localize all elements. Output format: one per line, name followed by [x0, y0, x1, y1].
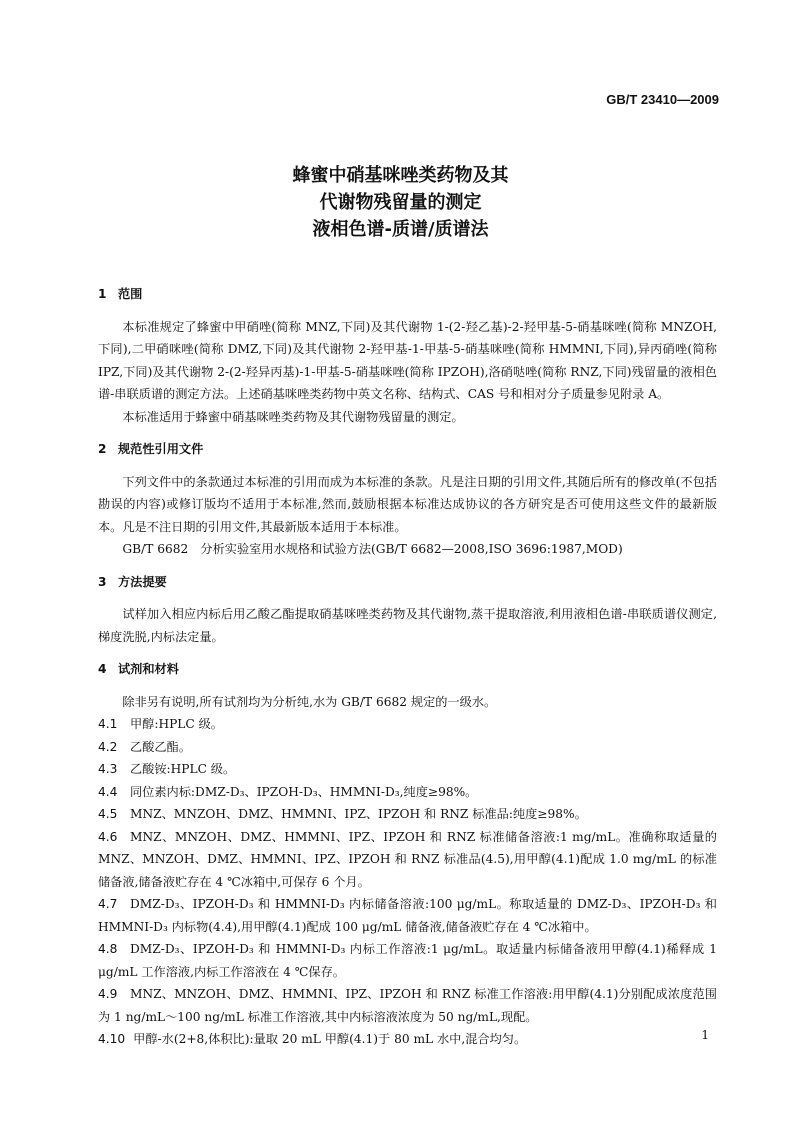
section-3-paragraph-1: 试样加入相应内标后用乙酸乙酯提取硝基咪唑类药物及其代谢物,蒸干提取溶液,利用液相色谱-串联质谱仪测定,梯度洗脱,内标法定量。	[98, 607, 717, 644]
section-title: 方法提要	[118, 574, 167, 589]
section-2-reference: GB/T 6682 分析实验室用水规格和试验方法(GB/T 6682—2008,ISO 3696:1987,MOD)	[122, 542, 623, 556]
section-3-heading	[98, 571, 717, 594]
clause-text: MNZ、MNZOH、DMZ、HMMNI、IPZ、IPZOH 和 RNZ 标准品:纯度≥98%。	[130, 807, 587, 821]
section-2-paragraph-1: 下列文件中的条款通过本标准的引用而成为本标准的条款。凡是注日期的引用文件,其随后所有的修改单(不包括勘误的内容)或修订版均不适用于本标准,然而,鼓励根据本标准达成协议的各方研究是否可使用这些文件的最新版本。凡是不注日期的引用文件,其最新版本适用于本标准。	[98, 474, 717, 534]
title-line-2: 代谢物残留量的测定	[319, 192, 482, 213]
page-number: 1	[701, 1028, 709, 1042]
section-number: 1	[98, 287, 107, 301]
clause-4-10	[98, 1028, 717, 1051]
clause-text: 甲醇:HPLC 级。	[130, 717, 223, 731]
clause-number: 4.5	[98, 807, 118, 821]
section-number: 2	[98, 442, 107, 456]
clause-text: MNZ、MNZOH、DMZ、HMMNI、IPZ、IPZOH 和 RNZ 标准工作溶液:用甲醇(4.1)分别配成浓度范围为 1 ng/mL～100 ng/mL 标准工作溶液,其中内标溶液浓度为 50 ng/mL,现配。	[98, 987, 717, 1024]
clause-number: 4.1	[98, 717, 118, 731]
clause-number: 4.6	[98, 829, 118, 844]
clause-text: 乙酸铵:HPLC 级。	[130, 762, 236, 776]
clause-text: 甲醇-水(2+8,体积比):量取 20 mL 甲醇(4.1)于 80 mL 水中,混合均匀。	[133, 1032, 527, 1046]
section-1-paragraph-1: 本标准规定了蜂蜜中甲硝唑(简称 MNZ,下同)及其代谢物 1-(2-羟乙基)-2-羟甲基-5-硝基咪唑(简称 MNZOH,下同),二甲硝咪唑(简称 DMZ,下同)及其代谢物 2-羟甲基-1-甲基-5-硝基咪唑(简称 HMMNI,下同),异丙硝唑(简称 IPZ,下同)及其代谢物 2-(2-羟异丙基)-1-甲基-5-硝基咪唑(简称 IPZOH),洛硝哒唑(简称 RNZ,下同)残留量的液相色谱-串联质谱的测定方法。上述硝基咪唑类药物中英文名称、结构式、CAS 号和相对分子质量参见附录 A。	[98, 319, 717, 401]
clause-4-7	[98, 893, 717, 938]
clause-4-6	[98, 826, 717, 894]
clause-number: 4.8	[98, 942, 118, 956]
document-body	[98, 283, 717, 1051]
section-title: 规范性引用文件	[118, 442, 204, 456]
section-4-heading	[98, 658, 717, 681]
clause-text: 乙酸乙酯。	[130, 739, 191, 754]
clause-number: 4.3	[98, 762, 118, 776]
clause-text: MNZ、MNZOH、DMZ、HMMNI、IPZ、IPZOH 和 RNZ 标准储备溶液:1 mg/mL。准确称取适量的 MNZ、MNZOH、DMZ、HMMNI、IPZ、IPZOH 和 RNZ 标准品(4.5),用甲醇(4.1)配成 1.0 mg/mL 的标准储备液,储备液贮存在 4 ℃冰箱中,可保存 6 个月。	[98, 829, 717, 889]
clause-number: 4.2	[98, 739, 118, 754]
section-2-heading	[98, 438, 717, 461]
document-title	[0, 162, 801, 243]
section-number: 3	[98, 574, 107, 589]
clause-4-5	[98, 803, 717, 826]
section-title: 范围	[118, 287, 143, 301]
section-number: 4	[98, 662, 107, 676]
clause-4-2	[98, 736, 717, 759]
section-title: 试剂和材料	[118, 662, 179, 676]
clause-number: 4.9	[98, 987, 118, 1001]
clause-number: 4.4	[98, 784, 118, 799]
clause-4-3	[98, 758, 717, 781]
clause-number: 4.10	[98, 1032, 126, 1046]
clause-4-1	[98, 713, 717, 736]
clause-text: 同位素内标:DMZ-D₃、IPZOH-D₃、HMMNI-D₃,纯度≥98%。	[130, 784, 478, 799]
clause-number: 4.7	[98, 897, 118, 911]
section-1-heading	[98, 283, 717, 306]
clause-text: DMZ-D₃、IPZOH-D₃ 和 HMMNI-D₃ 内标储备溶液:100 μg/mL。称取适量的 DMZ-D₃、IPZOH-D₃ 和 HMMNI-D₃ 内标物(4.4),用甲醇(4.1)配成 100 μg/mL 储备液,储备液贮存在 4 ℃冰箱中。	[98, 897, 717, 934]
standard-code: GB/T 23410—2009	[606, 92, 719, 107]
clause-4-9	[98, 983, 717, 1028]
title-line-3: 液相色谱-质谱/质谱法	[312, 219, 489, 240]
clause-4-4	[98, 781, 717, 804]
section-1-paragraph-2: 本标准适用于蜂蜜中硝基咪唑类药物及其代谢物残留量的测定。	[122, 409, 464, 424]
clause-4-8	[98, 938, 717, 983]
section-4-paragraph-1: 除非另有说明,所有试剂均为分析纯,水为 GB/T 6682 规定的一级水。	[122, 694, 497, 709]
title-line-1: 蜂蜜中硝基咪唑类药物及其	[292, 165, 509, 186]
clause-text: DMZ-D₃、IPZOH-D₃ 和 HMMNI-D₃ 内标工作溶液:1 μg/mL。取适量内标储备液用甲醇(4.1)稀释成 1 μg/mL 工作溶液,内标工作溶液在 4 ℃保存。	[98, 942, 717, 979]
